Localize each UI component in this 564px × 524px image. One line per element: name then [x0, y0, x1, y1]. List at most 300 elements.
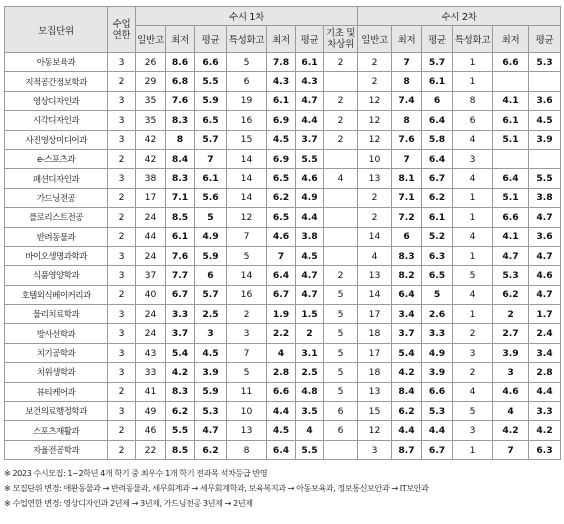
value-cell: 8: [227, 440, 267, 459]
value-cell: 6.3: [422, 246, 453, 265]
value-cell: 4.4: [296, 208, 324, 227]
dept-name-cell: 패션디자인과: [5, 169, 108, 188]
value-cell: 4.2: [166, 363, 195, 382]
value-cell: 24: [136, 246, 166, 265]
value-cell: 5.1: [493, 188, 529, 207]
dept-name-cell: 호텔외식베이커리과: [5, 285, 108, 304]
value-cell: 14: [227, 149, 267, 168]
value-cell: 6.1: [195, 169, 227, 188]
round2-header: 수시 2차: [358, 7, 561, 26]
value-cell: 8.3: [166, 382, 195, 401]
value-cell: 15: [358, 402, 392, 421]
value-cell: [324, 246, 358, 265]
value-cell: [324, 72, 358, 91]
value-cell: 5: [195, 208, 227, 227]
dept-name-cell: 식품영양학과: [5, 266, 108, 285]
value-cell: 8: [166, 130, 195, 149]
value-cell: 14: [358, 285, 392, 304]
header-row-1: [5, 7, 561, 26]
value-cell: 4: [358, 246, 392, 265]
value-cell: 2: [108, 227, 136, 246]
value-cell: 6.3: [529, 440, 561, 459]
r1-col-min2: 최저: [267, 26, 296, 53]
r2-col-min2: 최저: [493, 26, 529, 53]
value-cell: 6.2: [195, 440, 227, 459]
value-cell: 8.5: [166, 208, 195, 227]
value-cell: 2: [358, 72, 392, 91]
value-cell: 41: [136, 382, 166, 401]
value-cell: 6.4: [493, 169, 529, 188]
value-cell: 4.6: [529, 266, 561, 285]
value-cell: 3: [195, 324, 227, 343]
dept-name-cell: 플로리스트전공: [5, 208, 108, 227]
value-cell: 6: [422, 91, 453, 110]
value-cell: 1: [453, 188, 493, 207]
value-cell: 7.4: [392, 91, 422, 110]
value-cell: 5.7: [195, 285, 227, 304]
value-cell: 4: [453, 169, 493, 188]
value-cell: 3: [453, 421, 493, 440]
value-cell: 26: [136, 53, 166, 72]
value-cell: 11: [227, 382, 267, 401]
value-cell: 7.2: [392, 208, 422, 227]
value-cell: 6: [227, 72, 267, 91]
value-cell: 5: [324, 324, 358, 343]
value-cell: 35: [136, 111, 166, 130]
table-row: [5, 305, 561, 324]
value-cell: 3.7: [296, 130, 324, 149]
value-cell: 40: [136, 285, 166, 304]
value-cell: 3.3: [529, 402, 561, 421]
dept-name-cell: 사진영상미디어과: [5, 130, 108, 149]
value-cell: 6.2: [166, 402, 195, 421]
value-cell: 6.7: [166, 285, 195, 304]
value-cell: 7: [493, 440, 529, 459]
value-cell: 4.7: [529, 285, 561, 304]
value-cell: 5.5: [296, 440, 324, 459]
value-cell: 2: [453, 324, 493, 343]
value-cell: 1.9: [267, 305, 296, 324]
dept-name-cell: 뷰티케어과: [5, 382, 108, 401]
value-cell: 44: [136, 227, 166, 246]
value-cell: 37: [136, 266, 166, 285]
value-cell: 4.7: [529, 246, 561, 265]
r2-col-general: 일반고: [358, 26, 392, 53]
value-cell: [324, 227, 358, 246]
value-cell: 6.1: [493, 111, 529, 130]
dept-name-cell: 자율전공학과: [5, 440, 108, 459]
value-cell: 3: [453, 149, 493, 168]
value-cell: 6.9: [267, 149, 296, 168]
value-cell: 4.6: [493, 382, 529, 401]
value-cell: 17: [358, 305, 392, 324]
value-cell: 3.4: [392, 305, 422, 324]
value-cell: 10: [227, 402, 267, 421]
value-cell: 24: [136, 305, 166, 324]
value-cell: 3.5: [296, 402, 324, 421]
value-cell: 3: [227, 324, 267, 343]
value-cell: 2.5: [195, 305, 227, 324]
value-cell: 6.7: [267, 285, 296, 304]
value-cell: 4.1: [493, 227, 529, 246]
value-cell: 5.3: [422, 402, 453, 421]
dept-name-cell: 바이오생명과학과: [5, 246, 108, 265]
r1-col-vocational: 특성화고: [227, 26, 267, 53]
value-cell: 13: [358, 382, 392, 401]
value-cell: 4.2: [392, 363, 422, 382]
value-cell: 5.9: [195, 246, 227, 265]
value-cell: 12: [227, 208, 267, 227]
value-cell: 3: [108, 169, 136, 188]
value-cell: 6.1: [422, 72, 453, 91]
value-cell: 3: [453, 343, 493, 362]
value-cell: 2.2: [267, 324, 296, 343]
notes: [4, 466, 560, 511]
r1-col-avg: 평균: [195, 26, 227, 53]
value-cell: [324, 208, 358, 227]
value-cell: 4.1: [493, 91, 529, 110]
table-row: [5, 285, 561, 304]
value-cell: 6.6: [493, 53, 529, 72]
value-cell: 8.7: [392, 440, 422, 459]
value-cell: 5: [324, 285, 358, 304]
value-cell: 4.3: [267, 72, 296, 91]
value-cell: 2: [324, 266, 358, 285]
value-cell: 3.1: [296, 343, 324, 362]
value-cell: 6.9: [267, 111, 296, 130]
dept-name-cell: 아동보육과: [5, 53, 108, 72]
value-cell: 8.3: [166, 111, 195, 130]
value-cell: 4.4: [529, 382, 561, 401]
dept-name-cell: 치위생학과: [5, 363, 108, 382]
value-cell: 8: [392, 111, 422, 130]
value-cell: 6.5: [195, 111, 227, 130]
value-cell: 2: [108, 72, 136, 91]
value-cell: 8.1: [392, 169, 422, 188]
value-cell: [493, 72, 529, 91]
value-cell: 4.5: [529, 111, 561, 130]
round1-header: 수시 1차: [136, 7, 358, 26]
value-cell: 1: [453, 208, 493, 227]
value-cell: 18: [358, 363, 392, 382]
value-cell: 7.1: [166, 188, 195, 207]
value-cell: 3: [108, 343, 136, 362]
dept-name-cell: 영상디자인과: [5, 91, 108, 110]
value-cell: 3.6: [529, 91, 561, 110]
table-row: [5, 324, 561, 343]
r2-col-avg2: 평균: [529, 26, 561, 53]
r1-col-min: 최저: [166, 26, 195, 53]
value-cell: 13: [227, 421, 267, 440]
value-cell: 5.5: [195, 72, 227, 91]
dept-name-cell: 시각디자인과: [5, 111, 108, 130]
value-cell: 4.4: [392, 421, 422, 440]
value-cell: 7.1: [392, 188, 422, 207]
value-cell: 5.1: [493, 130, 529, 149]
value-cell: 6: [324, 402, 358, 421]
value-cell: 8.4: [392, 382, 422, 401]
value-cell: 5: [422, 285, 453, 304]
value-cell: 6.2: [422, 188, 453, 207]
value-cell: 3.9: [529, 130, 561, 149]
value-cell: 6.6: [493, 208, 529, 227]
value-cell: [493, 149, 529, 168]
value-cell: 2: [296, 324, 324, 343]
value-cell: 3.3: [166, 305, 195, 324]
value-cell: 4.6: [267, 227, 296, 246]
value-cell: 1: [453, 72, 493, 91]
value-cell: 8: [453, 91, 493, 110]
value-cell: 2: [108, 149, 136, 168]
value-cell: 8.2: [392, 266, 422, 285]
value-cell: 5: [227, 246, 267, 265]
table-row: [5, 130, 561, 149]
value-cell: 6.4: [267, 266, 296, 285]
value-cell: 42: [136, 149, 166, 168]
value-cell: 4.2: [529, 421, 561, 440]
value-cell: 3.8: [296, 227, 324, 246]
value-cell: 14: [227, 169, 267, 188]
years-header-text: 수업 연한: [112, 18, 131, 41]
value-cell: 4.7: [529, 208, 561, 227]
value-cell: 3.6: [529, 227, 561, 246]
value-cell: 15: [227, 130, 267, 149]
value-cell: 2: [358, 188, 392, 207]
value-cell: 2: [358, 53, 392, 72]
table-row: [5, 246, 561, 265]
table-row: [5, 363, 561, 382]
dept-name-cell: 치기공학과: [5, 343, 108, 362]
value-cell: 6.7: [422, 169, 453, 188]
table-row: [5, 266, 561, 285]
value-cell: 8.4: [166, 149, 195, 168]
value-cell: 7: [392, 149, 422, 168]
value-cell: 4.4: [267, 402, 296, 421]
value-cell: 5: [324, 305, 358, 324]
value-cell: 5.3: [529, 53, 561, 72]
value-cell: 5.4: [392, 343, 422, 362]
value-cell: 2: [324, 91, 358, 110]
value-cell: 7.8: [267, 53, 296, 72]
value-cell: 2: [108, 188, 136, 207]
value-cell: 18: [358, 324, 392, 343]
value-cell: 5: [453, 266, 493, 285]
value-cell: 2: [227, 305, 267, 324]
value-cell: 7: [227, 343, 267, 362]
table-row: [5, 208, 561, 227]
value-cell: 4.2: [493, 421, 529, 440]
value-cell: 7: [392, 53, 422, 72]
note-line: ※ 수업연한 변경: 영상디자인과 2년제 → 3년제, 가드닝전공 3년제 → 2년제: [4, 498, 253, 509]
value-cell: 6.6: [267, 382, 296, 401]
value-cell: 6.4: [392, 285, 422, 304]
value-cell: 49: [136, 402, 166, 421]
table-body: [5, 53, 561, 460]
value-cell: 1: [453, 246, 493, 265]
value-cell: 5.9: [195, 91, 227, 110]
value-cell: 5: [324, 343, 358, 362]
value-cell: [324, 188, 358, 207]
value-cell: 5.5: [166, 421, 195, 440]
value-cell: [324, 149, 358, 168]
table-row: [5, 53, 561, 72]
value-cell: 33: [136, 363, 166, 382]
value-cell: 7.6: [166, 246, 195, 265]
dept-header: 모집단위: [5, 7, 108, 53]
value-cell: 5.3: [493, 266, 529, 285]
dept-name-cell: 물리치료학과: [5, 305, 108, 324]
value-cell: 2: [108, 421, 136, 440]
value-cell: 6.8: [166, 72, 195, 91]
note-line: ※ 모집단위 변경: 애완동물과 → 반려동물과, 세무회계과 → 세무회계학과, 보육복지과 → 아동보육과, 정보통신보안과 → IT보안과: [4, 483, 429, 494]
value-cell: 5: [324, 363, 358, 382]
table-row: [5, 149, 561, 168]
r2-col-avg: 평균: [422, 26, 453, 53]
table-row: [5, 72, 561, 91]
value-cell: 2: [108, 285, 136, 304]
value-cell: 6: [392, 227, 422, 246]
value-cell: 2.8: [529, 363, 561, 382]
value-cell: 5.4: [166, 343, 195, 362]
value-cell: 17: [136, 188, 166, 207]
value-cell: 2: [108, 440, 136, 459]
value-cell: 4.7: [296, 285, 324, 304]
value-cell: 5.3: [195, 402, 227, 421]
value-cell: 6.1: [422, 208, 453, 227]
value-cell: 3.9: [422, 363, 453, 382]
table-row: [5, 343, 561, 362]
r2-col-vocational: 특성화고: [453, 26, 493, 53]
value-cell: 6.5: [267, 169, 296, 188]
value-cell: 4.5: [195, 343, 227, 362]
table-row: [5, 440, 561, 459]
value-cell: 29: [136, 72, 166, 91]
value-cell: 5.9: [195, 382, 227, 401]
value-cell: 3: [108, 266, 136, 285]
value-cell: 2.8: [267, 363, 296, 382]
value-cell: 4: [453, 285, 493, 304]
dept-name-cell: 반려동물과: [5, 227, 108, 246]
value-cell: 4: [296, 421, 324, 440]
value-cell: 5.7: [195, 130, 227, 149]
value-cell: 16: [227, 111, 267, 130]
value-cell: 8.3: [392, 246, 422, 265]
value-cell: 5.7: [422, 53, 453, 72]
value-cell: 6.2: [392, 402, 422, 421]
value-cell: 7.6: [392, 130, 422, 149]
value-cell: [529, 72, 561, 91]
value-cell: 4.3: [296, 72, 324, 91]
value-cell: 4: [267, 343, 296, 362]
value-cell: 4: [324, 169, 358, 188]
value-cell: 3.7: [392, 324, 422, 343]
table-row: [5, 91, 561, 110]
value-cell: 3: [108, 53, 136, 72]
admission-results-table: [4, 6, 561, 460]
dept-name-cell: 보건의료행정학과: [5, 402, 108, 421]
value-cell: 8.5: [166, 440, 195, 459]
value-cell: 2.4: [529, 324, 561, 343]
value-cell: 4: [453, 130, 493, 149]
table-row: [5, 421, 561, 440]
value-cell: 14: [227, 188, 267, 207]
value-cell: 6.6: [422, 382, 453, 401]
value-cell: 2: [324, 130, 358, 149]
value-cell: 24: [136, 324, 166, 343]
value-cell: 3: [108, 91, 136, 110]
value-cell: 5: [227, 53, 267, 72]
dept-name-cell: 지적공간정보학과: [5, 72, 108, 91]
value-cell: 4.8: [296, 382, 324, 401]
value-cell: 4.5: [267, 421, 296, 440]
value-cell: 4.6: [296, 169, 324, 188]
dept-name-cell: 방사선학과: [5, 324, 108, 343]
value-cell: [324, 440, 358, 459]
r1-col-general: 일반고: [136, 26, 166, 53]
value-cell: 1: [453, 305, 493, 324]
value-cell: 3: [108, 305, 136, 324]
value-cell: 2.6: [422, 305, 453, 324]
note-line: ※ 2023 수시모집: 1~2학년 4개 학기 중 최우수 1개 학기 전과목 석차등급 반영: [4, 468, 268, 479]
value-cell: 3: [358, 440, 392, 459]
value-cell: 7: [267, 246, 296, 265]
value-cell: 6.4: [422, 149, 453, 168]
value-cell: 3: [108, 324, 136, 343]
dept-name-cell: e-스포츠과: [5, 149, 108, 168]
dept-name-cell: 가드닝전공: [5, 188, 108, 207]
value-cell: 14: [358, 227, 392, 246]
value-cell: 3.9: [195, 363, 227, 382]
value-cell: 3: [108, 130, 136, 149]
value-cell: 16: [227, 285, 267, 304]
value-cell: [529, 149, 561, 168]
value-cell: 22: [136, 440, 166, 459]
value-cell: 19: [227, 91, 267, 110]
value-cell: 6.1: [166, 227, 195, 246]
r1-col-avg2: 평균: [296, 26, 324, 53]
table-row: [5, 111, 561, 130]
value-cell: 2: [324, 53, 358, 72]
value-cell: 6.5: [422, 266, 453, 285]
value-cell: 5: [227, 363, 267, 382]
value-cell: 4: [453, 227, 493, 246]
value-cell: 24: [136, 208, 166, 227]
value-cell: 12: [358, 421, 392, 440]
value-cell: 13: [358, 169, 392, 188]
value-cell: 7: [227, 227, 267, 246]
value-cell: 17: [358, 343, 392, 362]
value-cell: 4.9: [195, 227, 227, 246]
value-cell: 42: [136, 130, 166, 149]
value-cell: 7.6: [166, 91, 195, 110]
value-cell: 2.5: [296, 363, 324, 382]
value-cell: 2: [453, 363, 493, 382]
value-cell: 5.5: [529, 169, 561, 188]
value-cell: 4.5: [267, 130, 296, 149]
value-cell: 5.2: [422, 227, 453, 246]
value-cell: 4.9: [422, 343, 453, 362]
value-cell: 2: [358, 208, 392, 227]
value-cell: 12: [358, 91, 392, 110]
dept-name-cell: 스포츠재활과: [5, 421, 108, 440]
value-cell: 2: [324, 111, 358, 130]
value-cell: 4: [493, 402, 529, 421]
value-cell: 2.7: [493, 324, 529, 343]
value-cell: 13: [358, 266, 392, 285]
years-header: [108, 7, 136, 53]
value-cell: 3.3: [422, 324, 453, 343]
value-cell: 5: [324, 382, 358, 401]
